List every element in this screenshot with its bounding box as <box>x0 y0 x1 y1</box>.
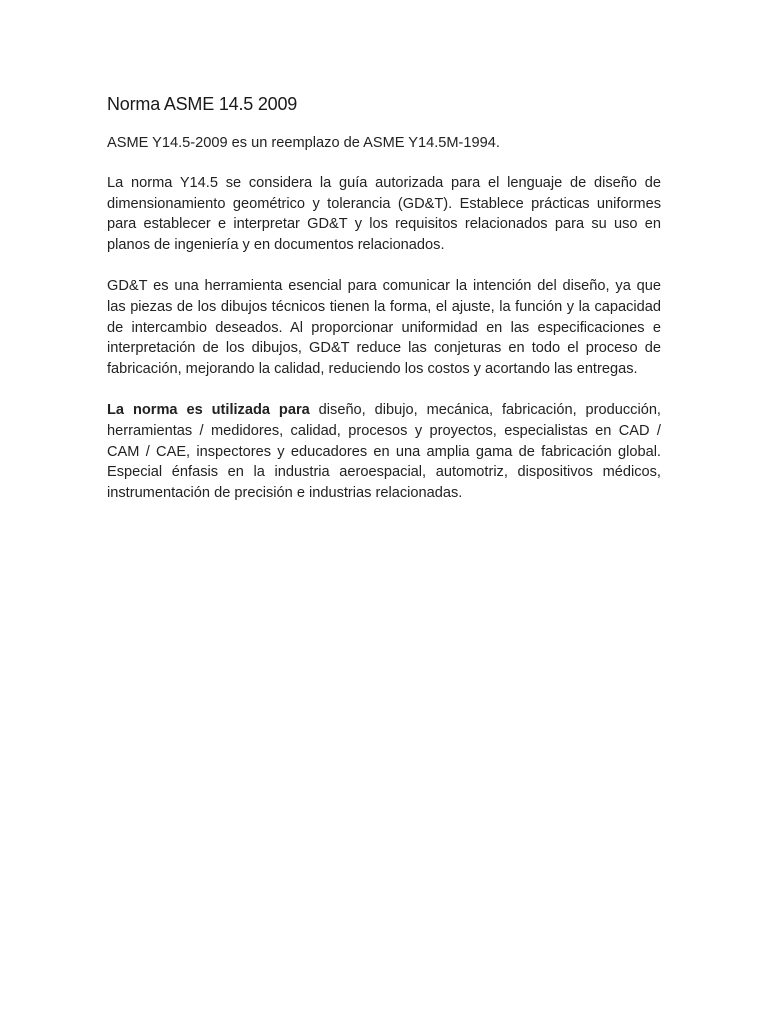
usage-body: diseño, dibujo, mecánica, fabricación, producción, herramientas / medidores, calidad, procesos y proyectos, especialistas en CAD / CAM / CAE, inspectores y educadores en una amplia gama de fabricación global. Especial énfasis en la industria aeroespacial, automotriz, dispositivos médicos, instrumentación de precisión e industrias relacionadas. <box>107 401 661 502</box>
paragraph-gdt-importance: GD&T es una herramienta esencial para comunicar la intención del diseño, ya que las piezas de los dibujos técnicos tienen la forma, el ajuste, la función y la capacidad de intercambio deseados. Al proporcionar uniformidad en las especificaciones e interpretación de los dibujos, GD&T reduce las conjeturas en todo el proceso de fabricación, mejorando la calidad, reduciendo los costos y acortando las entregas. <box>107 277 661 378</box>
document-page <box>107 92 661 524</box>
usage-lead-in: La norma es utilizada para <box>107 401 310 418</box>
document-title: Norma ASME 14.5 2009 <box>107 94 298 114</box>
paragraph-usage <box>107 400 661 504</box>
paragraph-standard-description: La norma Y14.5 se considera la guía autorizada para el lenguaje de diseño de dimensionamiento geométrico y tolerancia (GD&T). Establece prácticas uniformes para establecer e interpretar GD&T y los requisitos relacionados para su uso en planos de ingeniería y en documentos relacionados. <box>107 174 661 254</box>
paragraph-replacement-note: ASME Y14.5-2009 es un reemplazo de ASME Y14.5M-1994. <box>107 135 500 151</box>
